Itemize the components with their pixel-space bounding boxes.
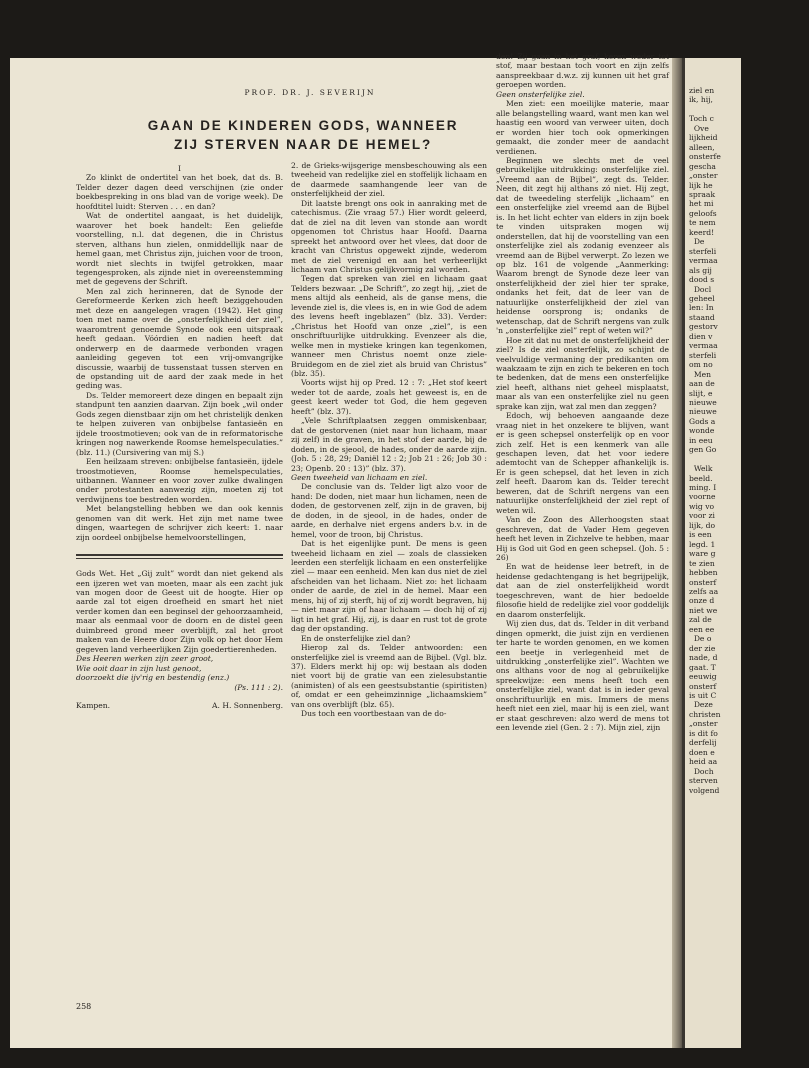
- section-numeral: I: [178, 164, 181, 173]
- paragraph: Hierop zal ds. Telder antwoorden: een onsterfelijke ziel is vreemd aan de Bijbel. (Vgl. blz. 37). Elders merkt hij op: wij bestaan als doden niet voort bij de gratie van een zielesubstantie (animisten) of als een geestsubstantie (spiritisten) of, omdat er een geheimzinnige „lichaamskiem” van ons overblijft (blz. 65).: [291, 643, 487, 709]
- paragraph: De conclusie van ds. Telder ligt alzo voor de hand: De doden, niet maar hun lichamen, neen de doden, de gestorvenen zelf, zijn in de graven, bij de doden, in de sjeool, in de hades, onder de aarde, en derhalve niet ergens anders b.v. in de hemel, voor de troon, bij Christus.: [291, 482, 487, 539]
- psalm-reference: (Ps. 111 : 2).: [234, 682, 283, 692]
- page-number: 258: [76, 1002, 92, 1011]
- column-3: [496, 52, 669, 733]
- paragraph: Gods Wet. Het „Gij zult” wordt dan niet gekend als een ijzeren wet van moeten, maar als een zacht juk van mogen door de Geest uit de hoogte. Hier op aarde zal tot eigen droefheid en smart het niet verder komen dan een beginsel der gehoorzaamheid, maar als eenmaal voor de doorn en de distel geen duimbreed grond meer overblijft, zal het groot maken van de Heere door Zijn volk op het door Hem gegeven land verheerlijken Zijn goedertierenheden.: [76, 569, 283, 654]
- poem-line: doorzoekt die ijv'rig en bestendig (enz.): [76, 673, 230, 683]
- paragraph: Met belangstelling hebben we dan ook kennis genomen van dit werk. Het zijn met name twee dingen, waartegen de schrijver zich keert: 1. naar zijn oordeel onbijbelse hemelvoorstellingen,: [76, 504, 283, 542]
- paragraph: Van de Zoon des Allerhoogsten staat geschreven, dat de Vader Hem gegeven heeft het leven in Zichzelve te hebben, maar Hij is God uit God en geen schepsel. (Joh. 5 : 26): [496, 515, 669, 563]
- paragraph: En de onsterfelijke ziel dan?: [301, 633, 411, 643]
- paragraph: Edoch, wij behoeven aangaande deze vraag niet in het onzekere te blijven, want er is geen schepsel onsterfelijk op en voor zich zelf. Het is een kenmerk van alle geschapen leven, dat het voor iedere ademtocht van de Schepper afhankelijk is. Er is geen schepsel, dat het leven in zich zelf heeft. Daarom kan ds. Telder terecht beweren, dat de Schrift nergens van een natuurlijke onsterfelijkheid der ziel rept of weten wil.: [496, 411, 669, 515]
- column-2: [291, 161, 487, 719]
- paragraph: Dat is het eigenlijke punt. De mens is geen tweeheid lichaam en ziel — zoals de classieken leerden een sterfelijk lichaam en een onsterfelijke ziel — maar een eenheid. Men kan dus niet de ziel afscheiden van het lichaam. Niet zo: het lichaam onder de aarde, de ziel in de hemel. Maar een mens, hij of zij sterft, hij of zij wordt begraven, hij — niet maar zijn of haar lichaam — doch hij of zij ligt in het graf. Hij, zij, is daar en rust tot de grote dag der opstanding.: [291, 539, 487, 634]
- paragraph: Ds. Telder memoreert deze dingen en bepaalt zijn standpunt ten aanzien daarvan. Zijn boek „wil onder Gods zegen dienstbaar zijn om het christelijk denken te helpen zuiveren van onbijbelse fantasieën en ijdele troostmotieven; ook van de in reformatorische kringen nog nawerkende Roomse hemelspeculaties.” (blz. 11.) (Cursivering van mij S.): [76, 390, 283, 457]
- paragraph: Dit laatste brengt ons ook in aanraking met de catechismus. (Zie vraag 57.) Hier wordt geleerd, dat de ziel na dit leven van stonde aan wordt opgenomen tot Christus haar Hoofd. Daarna spreekt het antwoord over het vlees, dat door de kracht van Christus opgewekt zijnde, wederom met de ziel verenigd en aan het verheerlijkt lichaam van Christus gelijkvormig zal worden.: [291, 198, 487, 274]
- paragraph: Hoe zit dat nu met de onsterfelijkheid der ziel? Is de ziel onsterfelijk, zo schijnt de veelvuldige vermaning der predikanten om waakzaam te zijn en zich te bekeren en toch te bedenken, dat de mens een onsterfelijke ziel heeft, althans niet geheel misplaatst, maar als van een onsterfelijke ziel nu geen sprake kan zijn, wat zal men dan zeggen?: [496, 335, 669, 411]
- running-head: PROF. DR. J. SEVERIJN: [244, 88, 376, 97]
- paragraph: Dus toch een voortbestaan van de do-: [301, 709, 447, 719]
- divider-thick: [76, 554, 283, 556]
- paragraph: En wat de heidense leer betreft, in de heidense gedachtengang is het begrijpelijk, dat aan de ziel onsterfelijkheid wordt toegeschreven, want de hier bedoelde filosofie hield de redelijke ziel voor goddelijk en daarom onsterfelijk.: [496, 562, 669, 619]
- paragraph: Wij zien dus, dat ds. Telder in dit verband dingen opmerkt, die juist zijn en verdienen ter harte te worden genomen, en we komen een beetje in verlegenheid met de uitdrukking „onsterfelijke ziel”. Wachten we ons althans voor de nog al gebruikelijke spreekwijze: een mens heeft toch een onsterfelijke ziel, want dat is in ieder geval onschriftuurlijk en mis. Immers de mens heeft niet een ziel, maar hij is een ziel, want er staat geschreven: alzo werd de mens tot een levende ziel (Gen. 2 : 7). Mijn ziel, zijn: [496, 619, 669, 733]
- section-heading: Geen tweeheid van lichaam en ziel.: [291, 472, 428, 482]
- paragraph: Men ziet: een moeilijke materie, maar alle belangstelling waard, want men kan wel haastig een woord van verweer uiten, doch er worden hier toch ook opmerkingen gemaakt, die zonder meer de aandacht verdienen.: [496, 99, 669, 156]
- poem-line: Des Heeren werken zijn zeer groot,: [76, 654, 214, 664]
- signature-place: Kampen.: [76, 701, 111, 711]
- paragraph: 2. de Grieks-wijsgerige mensbeschouwing als een tweeheid van redelijke ziel en stoffelijk lichaam en de daarmede saamhangende leer van de onsterfelijkheid der ziel.: [291, 161, 487, 199]
- section-heading: Geen onsterfelijke ziel.: [496, 89, 585, 99]
- paragraph: Voorts wijst hij op Pred. 12 : 7: „Het stof keert weder tot de aarde, zoals het geweest is, en de geest keert weder tot God, die hem gegeven heeft” (blz. 37).: [291, 378, 487, 416]
- magazine-page: [10, 52, 682, 1048]
- paragraph: Tegen dat spreken van ziel en lichaam gaat Telders bezwaar. „De Schrift”, zo zegt hij, „ziet de mens altijd als eenheid, als de ganse mens, die levende ziel is, die vlees is, en in wie God de adem des levens heeft ingeblazen” (blz. 33). Verder: „Christus het Hoofd van onze „ziel”, is een onschriftuurlijke uitdrukking. Evenzeer als die, welke men in mystieke kringen kan tegenkomen, wanneer men Christus noemt onze ziele-Bruidegom en de ziel ziet als bruid van Christus” (blz. 35).: [291, 274, 487, 378]
- paragraph: Een heilzaam streven: onbijbelse fantasieën, ijdele troostmotieven, Roomse hemelspeculaties, uitbannen. Wanneer en voor zover zulke dwalingen onder protestanten aanwezig zijn, moeten zij tot verdwijnens toe bestreden worden.: [76, 457, 283, 504]
- next-page-text: ziel en ik, hij, Toch c Ove lijkheid alleen, onsterfe gescha „onster lijk he spraak het mi geloofs te nem keerd! De sterfeli vermaa als gij dood s Docl geheel len: In staand gestorv dien v vermaa sterfeli om no Men aan de slijt, e nieuwe nieuwe Gods a wonde in eeu gen Go Welk beeld. ming. I voorne wig vo voor zi lijk, do is een legd. 1 ware g te zien hebben onsterf zelfs aa onze d niet we zal de een ee De o der zie nade, d gaat. T eeuwig onsterf is uit C Deze christen „onster is dit fo derfelij doen e heid aa Doch sterven volgend: [689, 86, 721, 795]
- previous-article-end: [76, 569, 283, 710]
- paragraph: Beginnen we slechts met de veel gebruikelijke uitdrukking: onsterfelijke ziel. „Vreemd aan de Bijbel”, zegt ds. Telder. Neen, dit zegt hij althans zó niet. Hij zegt, dat de tweedeling sterfelijk „lichaam” en een onsterfelijke ziel vreemd aan de Bijbel is. In het licht echter van elders in zijn boek te vinden uitspraken mogen wij onderstellen, dat hij de voorstelling van een onsterfelijke ziel als zodanig evenzeer als vreemd aan de Bijbel verwerpt. Zo lezen we op blz. 161 de volgende „Aanmerking: Waarom brengt de Synode deze leer van onsterfelijkheid der ziel hier ter sprake, ondanks het feit, dat de leer van de natuurlijke onsterfelijkheid der ziel van heidense oorsprong is; ondanks de wetenschap, dat de Schrift nergens van zulk 'n „onsterfelijke ziel” rept of weten wil?”: [496, 155, 669, 336]
- title-line-1: GAAN DE KINDEREN GODS, WANNEER: [147, 118, 459, 133]
- signature-author: A. H. Sonnenberg.: [212, 701, 283, 711]
- paragraph: „Vele Schriftplaatsen zeggen ommiskenbaar, dat de gestorvenen (niet naar hun lichaam, maar zij zelf) in de graven, in het stof der aarde, bij de doden, in de sjeool, de hades, onder de aarde zijn. (Joh. 5 : 28, 29; Daniël 12 : 2; Job 21 : 26; Job 30 : 23; Openb. 20 : 13)” (blz. 37).: [291, 416, 487, 473]
- title-line-2: ZIJ STERVEN NAAR DE HEMEL?: [173, 137, 433, 152]
- column-1: [76, 164, 283, 710]
- divider-thin: [76, 558, 283, 559]
- next-page-edge: [682, 58, 741, 1048]
- poem-line: Wie ooit daar in zijn lust genoot,: [76, 663, 202, 673]
- paragraph: den! Zij gaan in het graf, keren weder tot stof, maar bestaan toch voort en zijn zelfs aanspreekbaar d.w.z. zij kunnen uit het graf geroepen worden.: [496, 52, 669, 90]
- signature: [76, 701, 283, 710]
- paragraph: Men zal zich herinneren, dat de Synode der Gereformeerde Kerken zich heeft beziggehouden met deze en aangelegen vragen (1942). Het ging toen met name over de „onsterfelijkheid der ziel”, waaromtrent genoemde Synode ook een uitspraak heeft gedaan. Vóórdien en nadien heeft dat onderwerp en de daarmede verbonden vragen aanleiding gegeven tot een vrij-omvangrijke discussie, waarbij de tussenstaat tussen sterven en de opstanding uit de aard der zaak mede in het geding was.: [76, 286, 283, 391]
- article-title: [98, 116, 508, 154]
- paragraph: Wat de ondertitel aangaat, is het duidelijk, waarover het boek handelt: Een geliefde voorstelling, n.l. dat degenen, die in Christus sterven, althans hun zielen, onmiddellijk naar de hemel gaan, met Christus zijn, juichen voor de troon, wordt niet slechts in twijfel getrokken, maar tegengesproken, als zijnde niet in overeenstemming met de gegevens der Schrift.: [76, 211, 283, 287]
- paragraph: Zo klinkt de ondertitel van het boek, dat ds. B. Telder dezer dagen deed verschijnen (zie onder boekbespreking in ons blad van de vorige week). De hoofdtitel luidt: Sterven . . . en dan?: [76, 173, 283, 211]
